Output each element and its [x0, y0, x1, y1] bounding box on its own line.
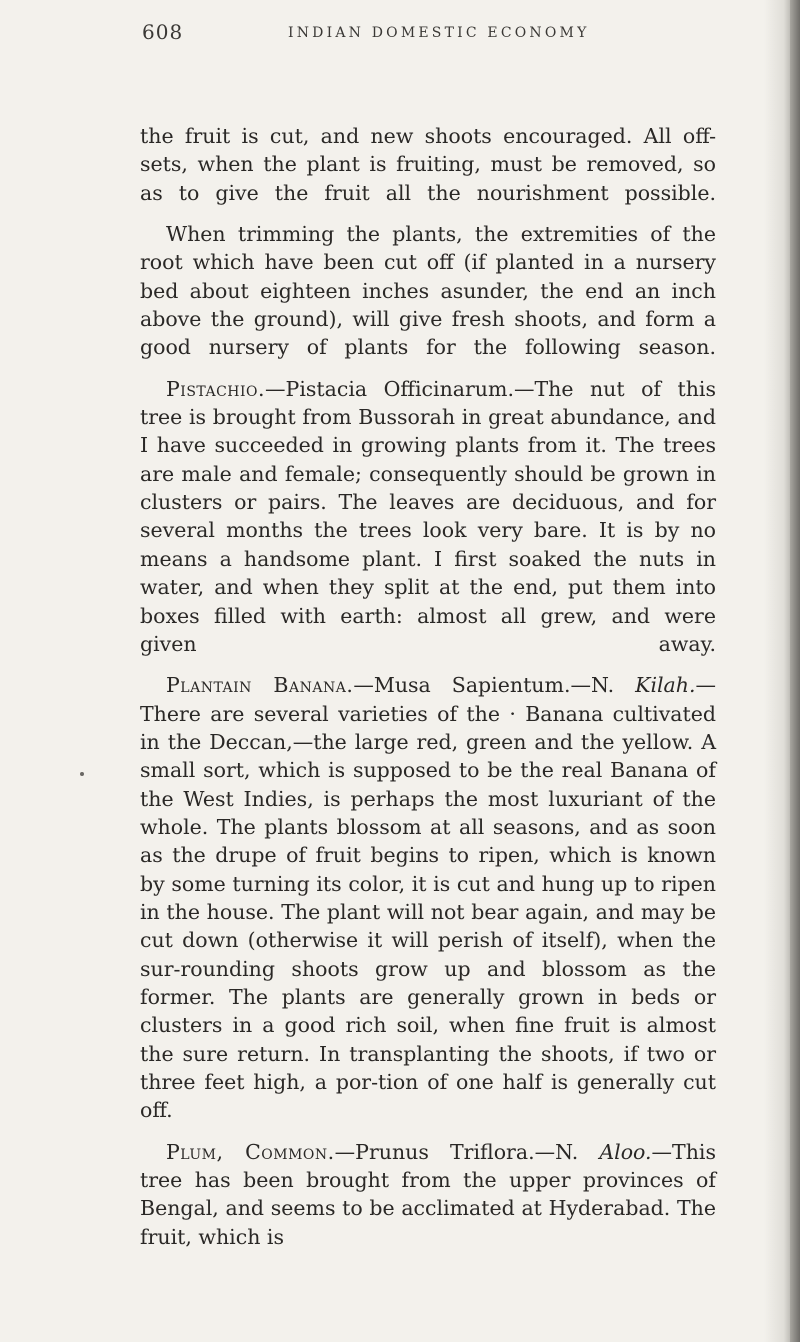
entry-text: —There are several varieties of the · Banana cultivated in the Deccan,—the large red, green and the yellow. A small sort, which is supposed to be the real Banana of the West Indies, is perhaps the most luxuriant of the whole. The plants blossom at all seasons, and as soon as the drupe of fruit begins to ripen, which is known by some turning its color, it is cut and hung up to ripen in the house. The plant will not bear again, and may be cut down (otherwise it will perish of itself), when the sur-rounding shoots grow up and blossom as the former. The plants are generally grown in beds or clusters in a good rich soil, when fine fruit is almost the sure return. In transplanting the shoots, if two or three feet high, a por-tion of one half is generally cut off.	[140, 673, 716, 1123]
entry-vernacular-name: Kilah.	[635, 673, 696, 698]
entry-latin-name: —Musa Sapientum.—N.	[353, 673, 636, 698]
entry-plantain-banana	[140, 671, 716, 1125]
page-header	[0, 20, 800, 50]
entry-pistachio	[140, 375, 716, 658]
entry-vernacular-name: Aloo.	[599, 1139, 652, 1164]
paragraph-text: the fruit is cut, and new shoots encouraged. All off-sets, when the plant is fruiting, must be removed, so as to give the fruit all the nourishment possible.	[140, 124, 716, 205]
paragraph-trimming	[140, 220, 716, 362]
page-edge-binding	[790, 0, 800, 1342]
entry-heading: Plum, Common.	[166, 1139, 335, 1164]
margin-speck	[80, 772, 84, 776]
paragraph-text: When trimming the plants, the extremities of the root which have been cut off (if planted in a nursery bed about eighteen inches asunder, the end an inch above the ground), will give fresh shoots, and form a good nursery of plants for the following season.	[140, 222, 716, 360]
entry-plum-common	[140, 1138, 716, 1251]
entry-heading: Pistachio.	[166, 376, 266, 401]
entry-text: —Pistacia Officinarum.—The nut of this tree is brought from Bussorah in great abundance, and I have succeeded in growing plants from it. The trees are male and female; consequently should be grown in clusters or pairs. The leaves are deciduous, and for several months the trees look very bare. It is by no means a handsome plant. I first soaked the nuts in water, and when they split at the end, put them into boxes filled with earth: almost all grew, and were given away.	[140, 376, 716, 656]
page-number: 608	[142, 20, 184, 44]
running-title: INDIAN DOMESTIC ECONOMY	[288, 25, 590, 41]
body-text	[140, 122, 716, 1264]
entry-heading: Plantain Banana.	[166, 673, 354, 698]
paragraph-continuation	[140, 122, 716, 207]
entry-latin-name: —Prunus Triflora.—N.	[334, 1139, 600, 1164]
entry-text: —This tree has been brought from the upper provinces of Bengal, and seems to be acclimated at Hyderabad. The fruit, which is	[140, 1139, 716, 1249]
